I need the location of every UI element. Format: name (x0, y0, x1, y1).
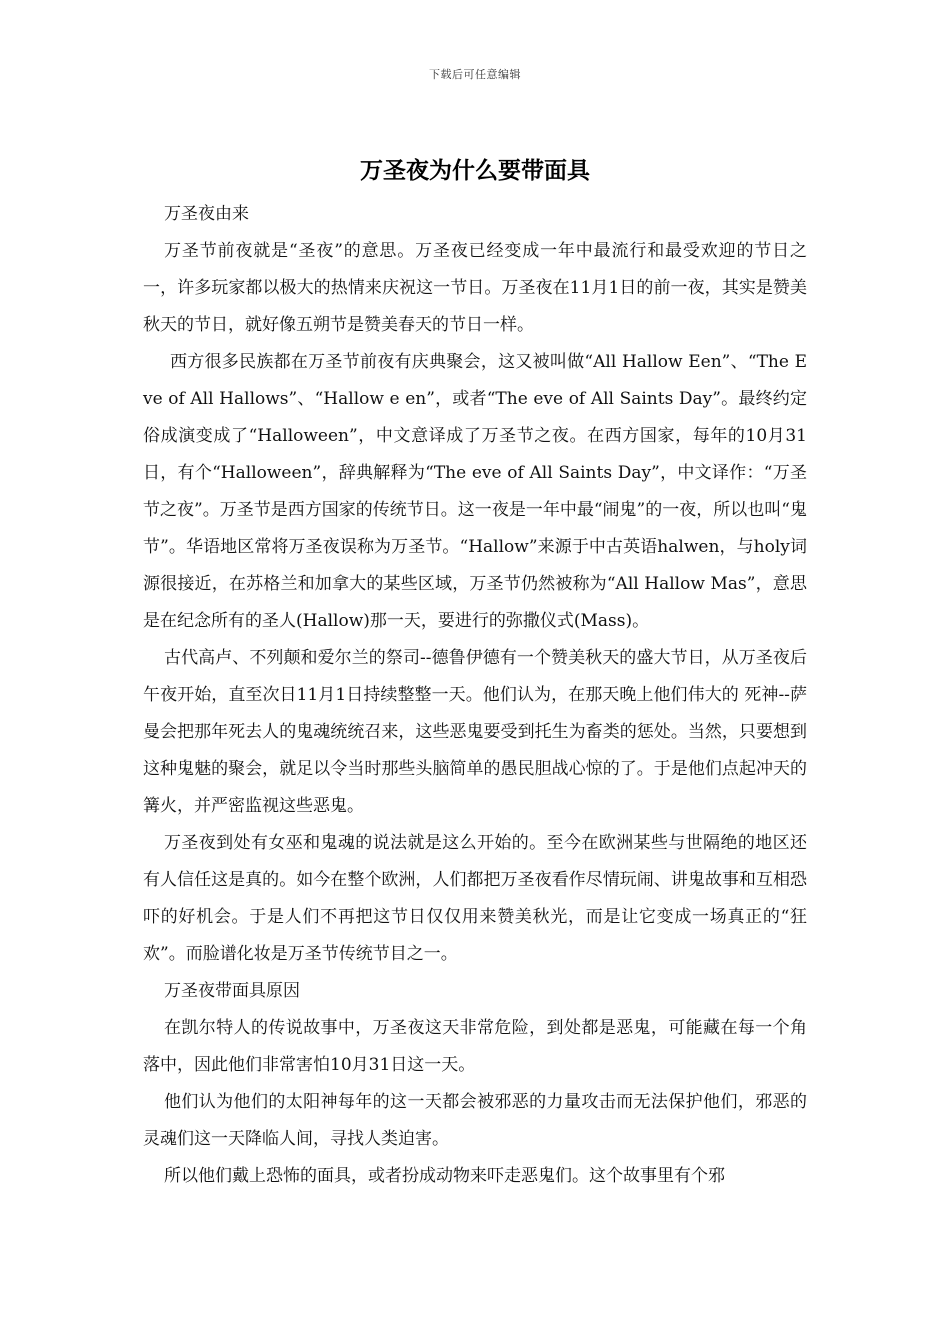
document-title: 万圣夜为什么要带面具 (360, 157, 590, 184)
paragraph-druids: 古代高卢、不列颠和爱尔兰的祭司--德鲁伊德有一个赞美秋天的盛大节日，从万圣夜后午夜开始，直至次日11月1日持续整整一天。他们认为，在那天晚上他们伟大的 死神--萨曼会把那年死去人的鬼魂统统召来，这些恶鬼要受到托生为畜类的惩处。当然，只要想到这种鬼魅的聚会，就足以令当时那些头脑简单的愚民胆战心惊的了。于是他们点起冲天的篝火，并严密监视这些恶鬼。 (143, 648, 807, 816)
paragraph-witches-ghosts: 万圣夜到处有女巫和鬼魂的说法就是这么开始的。至今在欧洲某些与世隔绝的地区还有人信任这是真的。如今在整个欧洲，人们都把万圣夜看作尽情玩闹、讲鬼故事和互相恐吓的好机会。于是人们不再把这节日仅仅用来赞美秋光，而是让它变成一场真正的“狂欢”。而脸谱化妆是万圣节传统节目之一。 (143, 833, 807, 964)
section-heading-masks: 万圣夜带面具原因 (164, 981, 300, 1001)
document-body (143, 196, 807, 1195)
paragraph-masks: 所以他们戴上恐怖的面具，或者扮成动物来吓走恶鬼们。这个故事里有个邪 (164, 1166, 725, 1186)
paragraph-western-customs: 西方很多民族都在万圣节前夜有庆典聚会，这又被叫做“All Hallow Een”、“The Eve of All Hallows”、“Hallow e en”，或者“The eve of All Saints Day”。最终约定俗成演变成了“Halloween”，中文意译成了万圣节之夜。在西方国家，每年的10月31日，有个“Halloween”，辞典解释为“The eve of All Saints Day”，中文译作：“万圣节之夜”。万圣节是西方国家的传统节日。这一夜是一年中最“闹鬼”的一夜，所以也叫“鬼节”。华语地区常将万圣夜误称为万圣节。“Hallow”来源于中古英语halwen，与holy词源很接近，在苏格兰和加拿大的某些区域，万圣节仍然被称为“All Hallow Mas”，意思是在纪念所有的圣人(Hallow)那一天，要进行的弥撒仪式(Mass)。 (143, 352, 807, 631)
section-heading-origin: 万圣夜由来 (164, 204, 249, 224)
header-note: 下载后可任意编辑 (429, 68, 521, 81)
paragraph-sun-god: 他们认为他们的太阳神每年的这一天都会被邪恶的力量攻击而无法保护他们，邪恶的灵魂们这一天降临人间，寻找人类迫害。 (143, 1092, 807, 1149)
paragraph-intro: 万圣节前夜就是“圣夜”的意思。万圣夜已经变成一年中最流行和最受欢迎的节日之一，许多玩家都以极大的热情来庆祝这一节日。万圣夜在11月1日的前一夜，其实是赞美秋天的节日，就好像五朔节是赞美春天的节日一样。 (143, 241, 807, 335)
paragraph-celtic-legend: 在凯尔特人的传说故事中，万圣夜这天非常危险，到处都是恶鬼，可能藏在每一个角落中，因此他们非常害怕10月31日这一天。 (143, 1018, 807, 1075)
